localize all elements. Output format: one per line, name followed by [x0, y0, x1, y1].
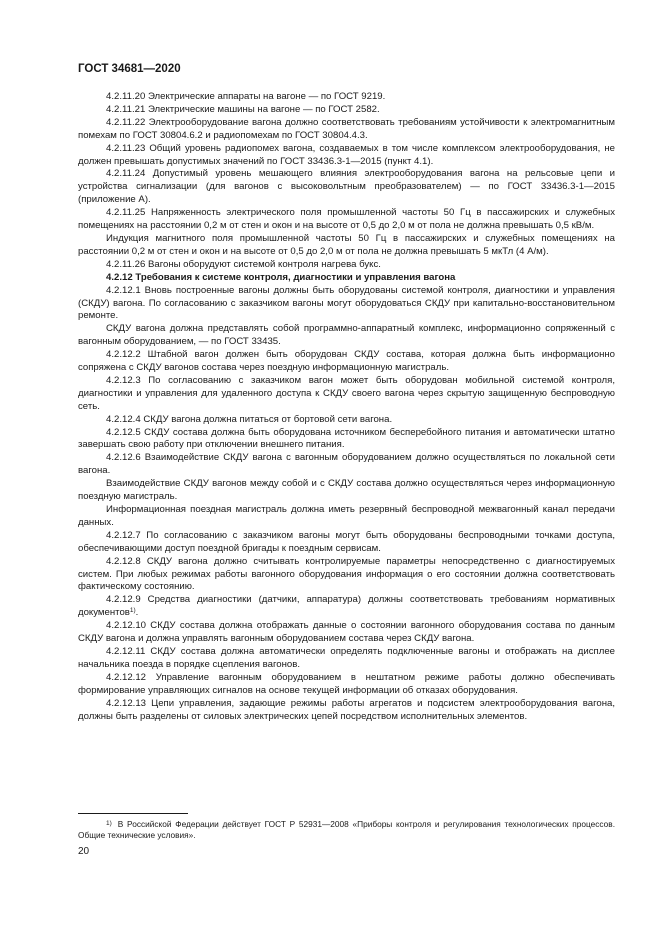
paragraph: 4.2.12.1 Вновь построенные вагоны должны быть оборудованы системой контроля, диагностики и управления (СКДУ) вагона. По согласованию с заказчиком вагоны могут оборудоваться СКДУ при капитально-восстановительном ремонте.: [78, 284, 615, 322]
paragraph: 4.2.12.4 СКДУ вагона должна питаться от бортовой сети вагона.: [106, 413, 393, 425]
footnote-text: [78, 818, 615, 842]
paragraph: 4.2.11.25 Напряженность электрического поля промышленной частоты 50 Гц в пассажирских и служебных помещениях на расстоянии 0,2 м от стен и окон и на высоте от 0,5 до 2,0 м от пола не должна превышать 0,5 кВ/м.: [78, 207, 615, 232]
paragraph: Информационная поездная магистраль должна иметь резервный беспроводной межвагонный канал передачи данных.: [78, 504, 615, 528]
paragraph: 4.2.12.11 СКДУ состава должна автоматически определять подключенные вагоны и отображать на дисплее начальника поезда в порядке сцепления вагонов.: [78, 645, 615, 670]
paragraph: 4.2.12.8 СКДУ вагона должно считывать контролируемые параметры непосредственно с диагностируемых систем. При любых режимах работы вагонного оборудования информация о его состоянии должна соответствовать фактическому состоянию.: [78, 555, 615, 593]
paragraph: 4.2.11.23 Общий уровень радиопомех вагона, создаваемых в том числе комплексом электрооборудования, не должен превышать допустимых значений по ГОСТ 33436.3-1—2015 (пункт 4.1).: [78, 142, 615, 167]
footnote: [78, 818, 615, 842]
paragraph-with-footnote: 4.2.12.9 Средства диагностики (датчики, аппаратура) должны соответствовать требованиям нормативных документов$^{1)}$.: [78, 594, 615, 619]
document-body: [78, 91, 615, 723]
paragraph-text: 4.2.12.9 Средства диагностики (датчики, аппаратура) должны соответствовать требованиям нормативных документов: [78, 594, 615, 619]
paragraph: 4.2.12.12 Управление вагонным оборудованием в нештатном режиме работы должно обеспечивать формирование управляющих сигналов на основе текущей информации об отказах оборудования.: [78, 671, 615, 696]
footnote-body: В Российской Федерации действует ГОСТ Р 52931—2008 «Приборы контроля и регулирования технологических процессов. Общие технические условия».: [78, 819, 615, 841]
paragraph: 4.2.12.13 Цепи управления, задающие режимы работы агрегатов и подсистем электрооборудования вагона, должны быть разделены от силовых электрических цепей посредством исполнительных элементов.: [78, 697, 615, 722]
paragraph: 4.2.12.6 Взаимодействие СКДУ вагона с вагонным оборудованием должно осуществляться по локальной сети вагона.: [78, 452, 615, 477]
paragraph: 4.2.12.10 СКДУ состава должна отображать данные о состоянии вагонного оборудования состава по данным СКДУ вагона и должна управлять вагонным оборудованием состава через СКДУ вагона.: [78, 620, 615, 645]
paragraph: 4.2.11.24 Допустимый уровень мешающего влияния электрооборудования вагона на рельсовые цепи и устройства сигнализации (для вагонов с высоковольтным преобразователем) — по ГОСТ 33436.3-1—2015 (приложение А).: [78, 168, 615, 206]
footnote-reference[interactable]: 1): [129, 607, 136, 615]
paragraph: 4.2.12.3 По согласованию с заказчиком вагон может быть оборудован мобильной системой контроля, диагностики и управления для удаленного доступа к СКДУ своего вагона через скрытую защищенную беспроводную сеть.: [78, 374, 615, 412]
paragraph: 4.2.11.22 Электрооборудование вагона должно соответствовать требованиям устойчивости к электромагнитным помехам по ГОСТ 30804.6.2 и радиопомехам по ГОСТ 30804.4.3.: [78, 116, 615, 141]
standard-header: ГОСТ 34681—2020: [78, 63, 181, 75]
page-number: 20: [78, 846, 90, 857]
paragraph: Взаимодействие СКДУ вагонов между собой и с СКДУ состава должно осуществляться через информационную поездную магистраль.: [78, 478, 615, 503]
paragraph: 4.2.11.26 Вагоны оборудуют системой контроля нагрева букс.: [106, 258, 381, 270]
paragraph: 4.2.12.2 Штабной вагон должен быть оборудован СКДУ состава, которая должна быть информационно сопряжена с СКДУ вагонов состава через поездную информационную магистраль.: [78, 349, 615, 374]
paragraph: 4.2.11.21 Электрические машины на вагоне — по ГОСТ 2582.: [106, 103, 380, 115]
paragraph: 4.2.11.20 Электрические аппараты на вагоне — по ГОСТ 9219.: [106, 91, 386, 102]
paragraph: 4.2.12.5 СКДУ состава должна быть оборудована источником бесперебойного питания и автоматически штатно завершать свою работу при отключении внешнего питания.: [78, 426, 615, 451]
paragraph: 4.2.12.7 По согласованию с заказчиком вагоны могут быть оборудованы беспроводными точками доступа, обеспечивающими доступ поездной бригады к поездным сервисам.: [78, 529, 615, 554]
paragraph: СКДУ вагона должна представлять собой программно-аппаратный комплекс, информационно сопряженный с вагонным оборудованием, — по ГОСТ 33435.: [78, 323, 615, 348]
section-heading: 4.2.12 Требования к системе контроля, диагностики и управления вагона: [106, 271, 456, 283]
footnote-mark: 1): [106, 820, 112, 827]
footnote-divider: [78, 813, 188, 814]
paragraph: Индукция магнитного поля промышленной частоты 50 Гц в пассажирских и служебных помещениях на расстоянии 0,2 м от стен и окон и на высоте от 0,5 до 2,0 м от пола не должна превышать 5 мкТл (4 А/м).: [78, 232, 615, 257]
